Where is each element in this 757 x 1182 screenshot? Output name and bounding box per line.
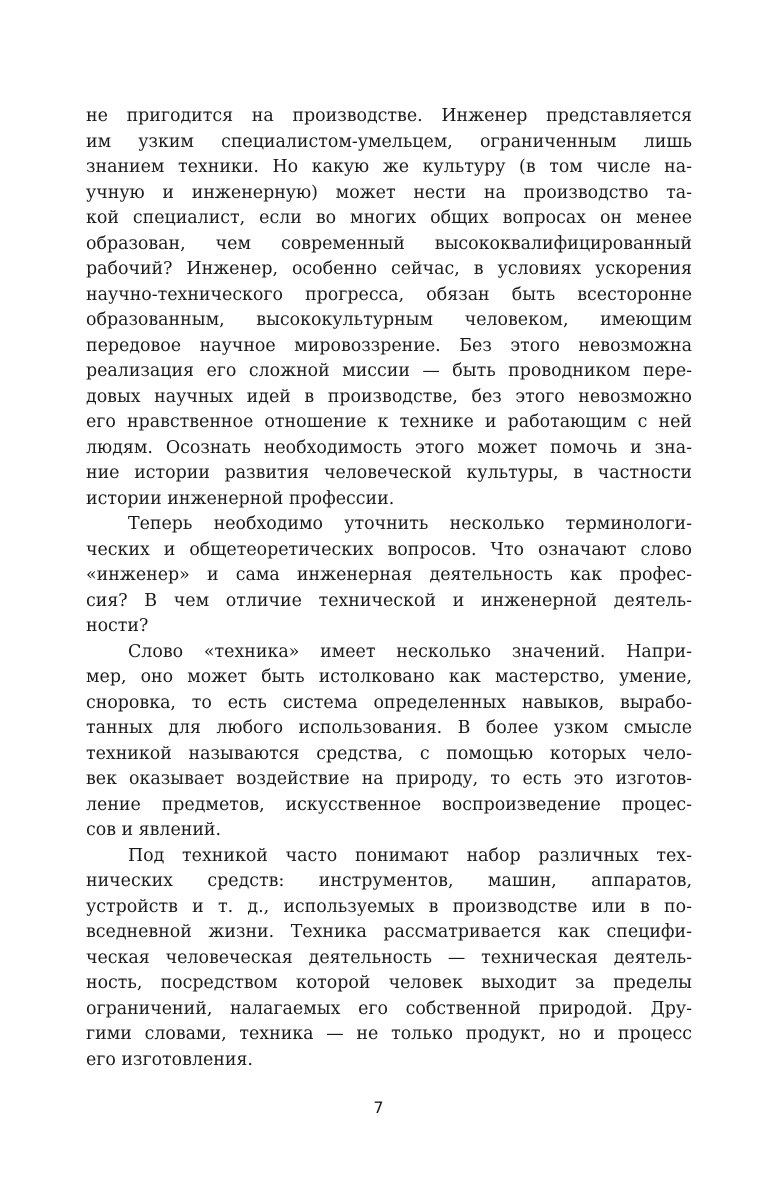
text-line: ческих и общетеоретических вопросов. Что означают слово xyxy=(86,539,692,560)
text-line: Теперь необходимо уточнить несколько терминологи- xyxy=(128,514,692,534)
paragraph xyxy=(86,844,692,1074)
text-line: гими словами, техника — не только продукт, но и процесс xyxy=(86,1024,692,1044)
text-line: ление предметов, искусственное воспроизведение процес- xyxy=(86,794,692,815)
text-line: сов и явлений. xyxy=(86,820,222,840)
text-line: ограничений, налагаемых его собственной природой. Дру- xyxy=(86,998,692,1019)
text-line: рабочий? Инженер, особенно сейчас, в условиях ускорения xyxy=(86,259,692,279)
text-line: техникой называются средства, с помощью которых чело- xyxy=(86,743,692,764)
text-line: сия? В чем отличие технической и инженерной деятель- xyxy=(86,590,692,611)
text-line: вседневной жизни. Техника рассматривается как специфи- xyxy=(86,922,692,942)
text-line: ности? xyxy=(86,616,149,636)
text-line: не пригодится на производстве. Инженер представляется xyxy=(86,106,692,126)
text-line: его нравственное отношение к технике и работающим с ней xyxy=(86,412,692,432)
text-line: ность, посредством которой человек выходит за пределы xyxy=(86,973,692,993)
text-line: им узким специалистом-умельцем, ограниченным лишь xyxy=(86,131,692,152)
text-line: век оказывает воздействие на природу, то есть это изготов- xyxy=(86,769,692,789)
text-line: научно-технического прогресса, обязан быть всесторонне xyxy=(86,284,692,305)
text-line: реализация его сложной миссии — быть проводником пере- xyxy=(86,361,692,381)
text-line: учную и инженерную) может нести на производство та- xyxy=(86,182,692,203)
paragraph xyxy=(86,104,692,512)
text-line: образован, чем современный высококвалифицированный xyxy=(86,233,692,254)
text-line: «инженер» и сама инженерная деятельность как профес- xyxy=(86,565,692,585)
paragraph xyxy=(86,512,692,640)
text-line: сноровка, то есть система определенных навыков, вырабо- xyxy=(86,692,692,713)
text-line: Слово «техника» имеет несколько значений. Напри- xyxy=(128,641,692,662)
text-line: ние истории развития человеческой культуры, в частности xyxy=(86,463,692,483)
text-line: истории инженерной профессии. xyxy=(86,488,395,509)
page-number: 7 xyxy=(373,1098,384,1117)
text-line: довых научных идей в производстве, без этого невозможно xyxy=(86,386,692,407)
text-line: передовое научное мировоззрение. Без этого невозможна xyxy=(86,335,692,356)
text-line: танных для любого использования. В более узком смысле xyxy=(86,718,692,738)
text-line: кой специалист, если во многих общих вопросах он менее xyxy=(86,208,692,228)
text-line: ческая человеческая деятельность — техническая деятель- xyxy=(86,947,692,968)
text-line: Под техникой часто понимают набор различных тех- xyxy=(128,845,692,866)
page-body xyxy=(86,104,692,1073)
text-line: людям. Осознать необходимость этого может помочь и зна- xyxy=(86,437,692,458)
text-line: нических средств: инструментов, машин, аппаратов, xyxy=(86,871,692,891)
paragraph xyxy=(86,640,692,844)
text-line: устройств и т. д., используемых в производстве или в по- xyxy=(86,896,692,917)
text-line: знанием техники. Но какую же культуру (в том числе на- xyxy=(86,157,692,177)
text-line: мер, оно может быть истолковано как мастерство, умение, xyxy=(86,667,692,687)
text-line: образованным, высококультурным человеком, имеющим xyxy=(86,310,692,330)
text-line: его изготовления. xyxy=(86,1049,253,1070)
